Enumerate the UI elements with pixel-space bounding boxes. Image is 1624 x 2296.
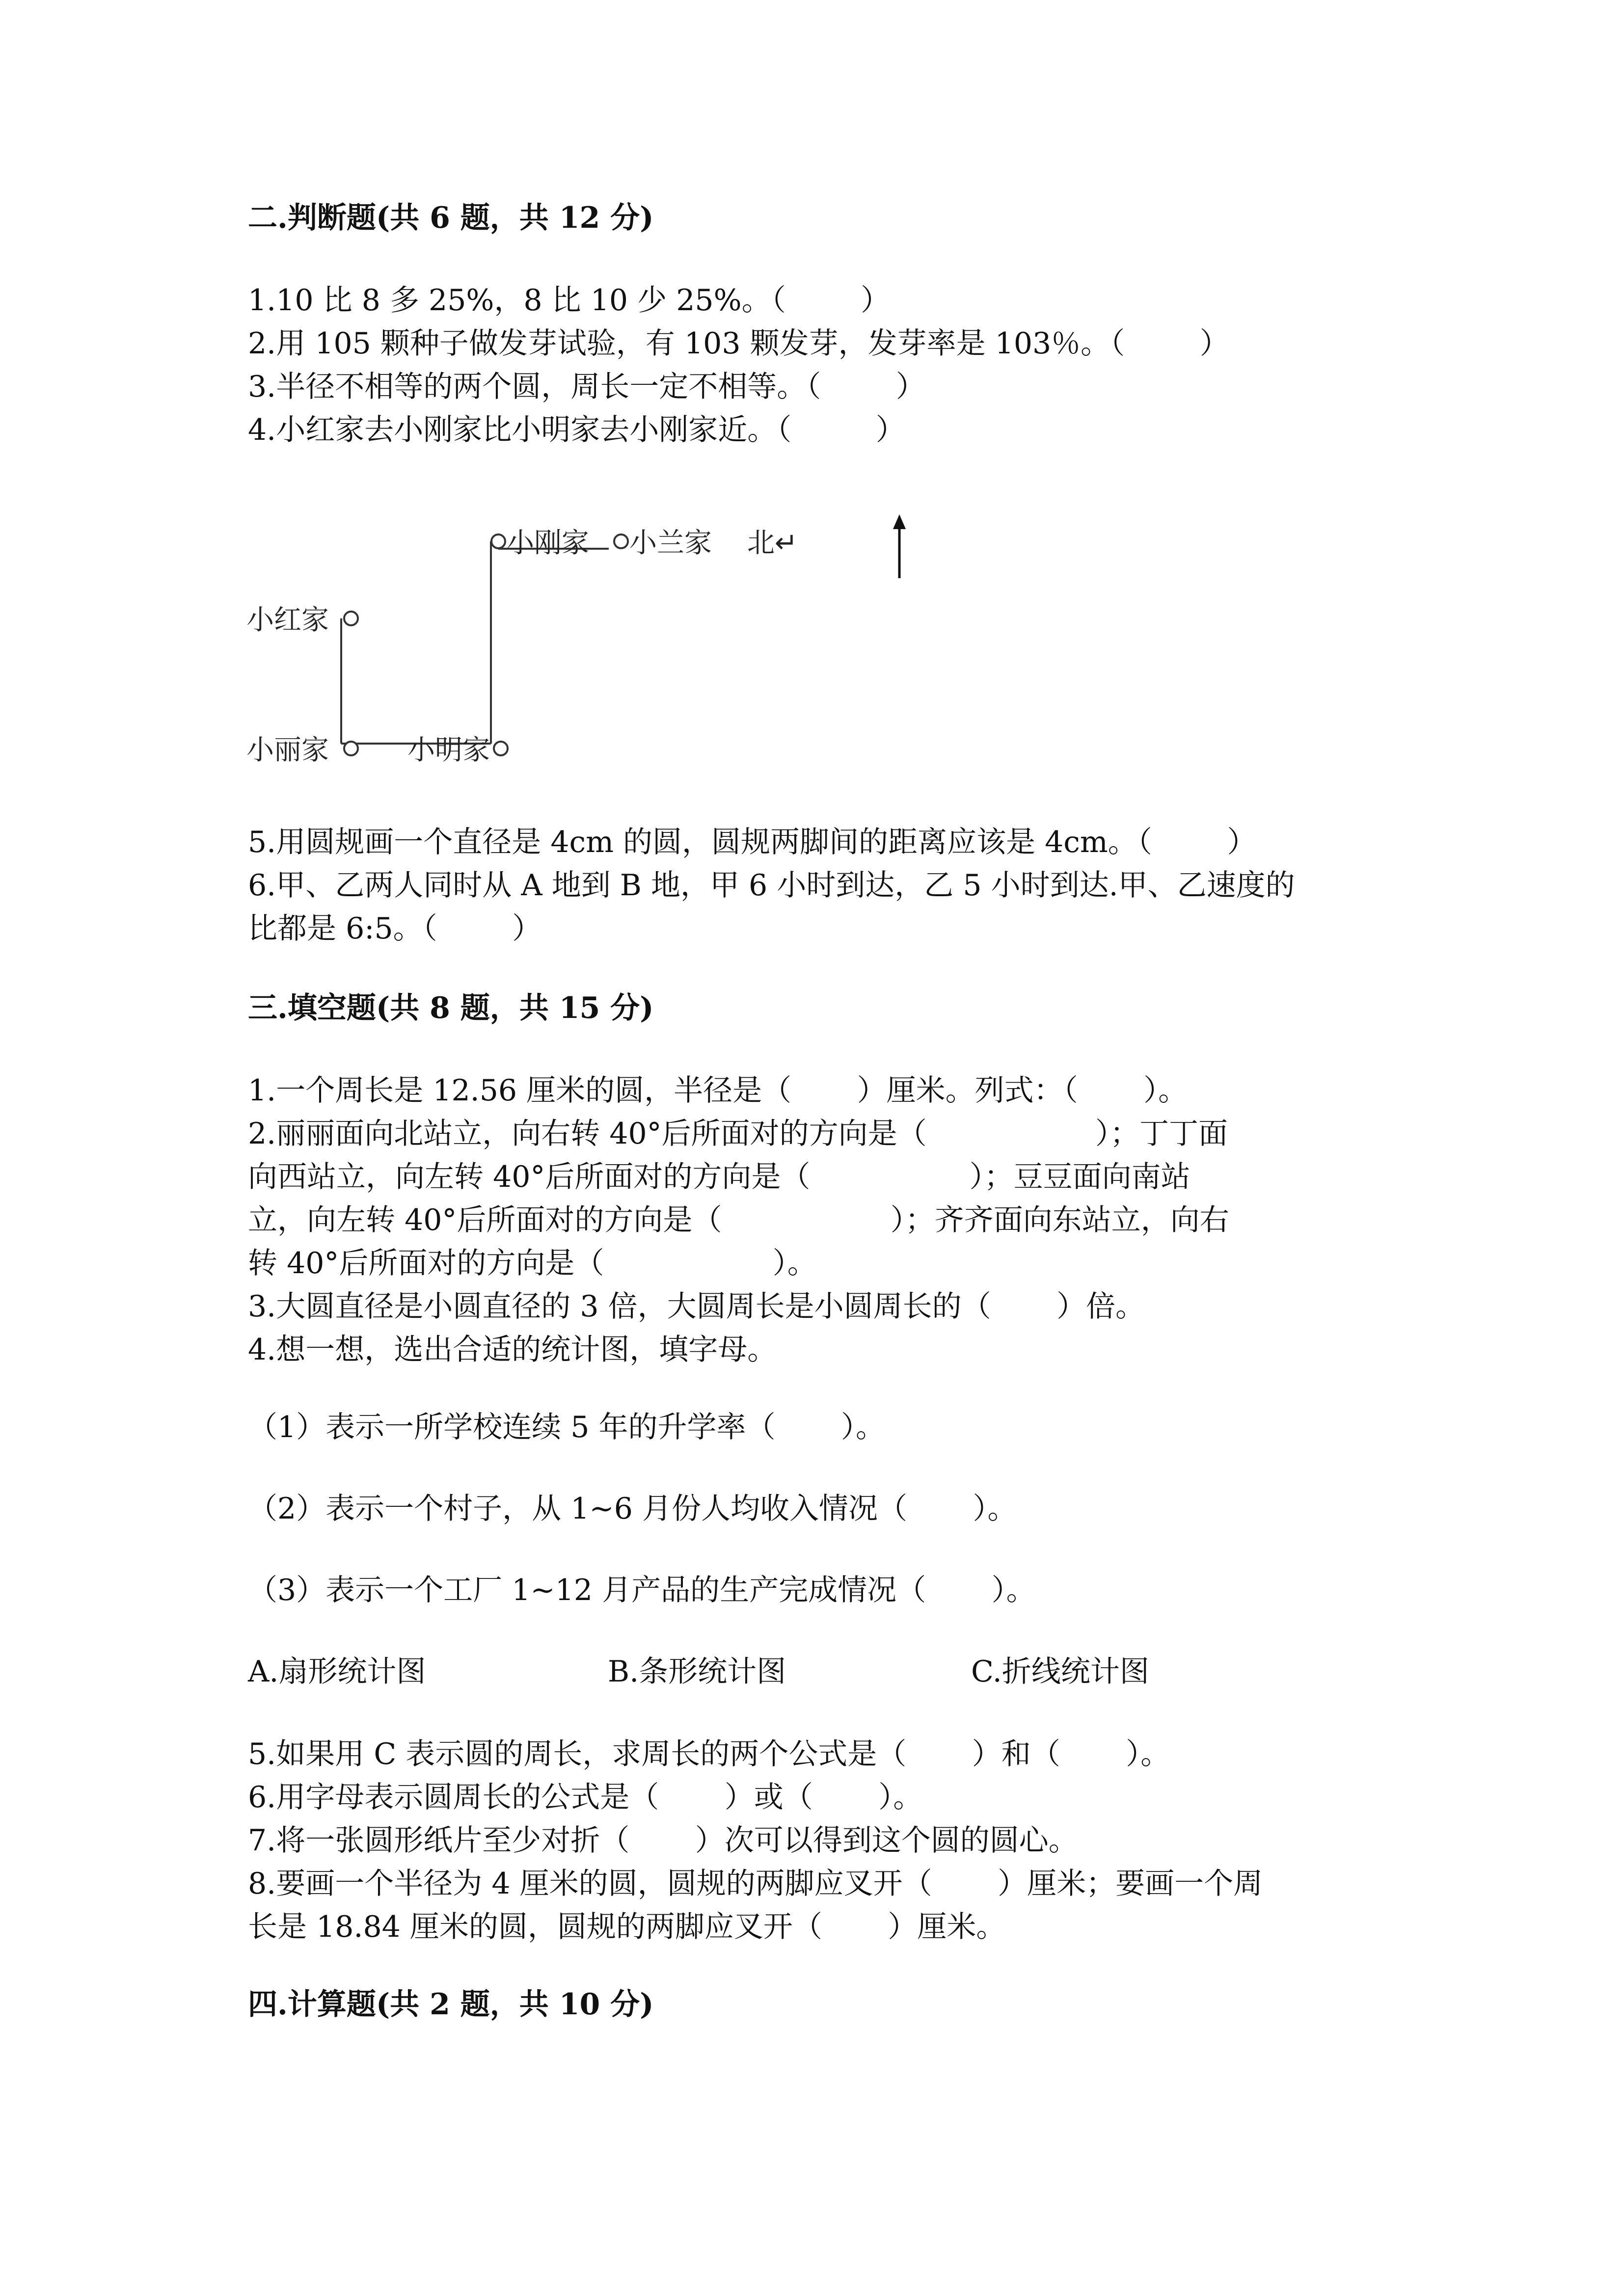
fill-question-2-line-4: 转 40°后所面对的方向是（ ）。 bbox=[248, 1246, 817, 1281]
xiaoli-house-marker bbox=[344, 742, 358, 755]
judgment-question-5: 5.用圆规画一个直径是 4cm 的圆，圆规两脚间的距离应该是 4cm。（ ） bbox=[248, 825, 1257, 859]
label-xiaoli: 小丽家 bbox=[246, 734, 329, 766]
section-heading-fill-in: 三.填空题(共 8 题，共 15 分) bbox=[248, 991, 654, 1025]
fill-question-2-line-1: 2.丽丽面向北站立，向右转 40°后所面对的方向是（ ）；丁丁面 bbox=[248, 1117, 1228, 1151]
fill-question-4-sub-1: （1）表示一所学校连续 5 年的升学率（ ）。 bbox=[248, 1410, 885, 1444]
chart-option-a: A.扇形统计图 bbox=[248, 1655, 426, 1689]
house-location-diagram bbox=[231, 501, 943, 775]
xiaolan-house-marker bbox=[614, 534, 628, 548]
xiaoming-house-marker bbox=[494, 742, 508, 755]
chart-option-c: C.折线统计图 bbox=[971, 1655, 1149, 1689]
fill-question-5: 5.如果用 C 表示圆的周长，求周长的两个公式是（ ）和（ ）。 bbox=[248, 1737, 1170, 1771]
judgment-question-6-line-1: 6.甲、乙两人同时从 A 地到 B 地，甲 6 小时到达，乙 5 小时到达.甲、乙速度的 bbox=[248, 868, 1295, 903]
label-xiaolan: 小兰家 bbox=[629, 527, 712, 559]
fill-question-4-sub-2: （2）表示一个村子，从 1~6 月份人均收入情况（ ）。 bbox=[248, 1492, 1017, 1526]
label-north: 北↵ bbox=[747, 527, 798, 559]
fill-question-2-line-3: 立，向左转 40°后所面对的方向是（ ）；齐齐面向东站立，向右 bbox=[248, 1203, 1229, 1237]
fill-question-2-line-2: 向西站立，向左转 40°后所面对的方向是（ ）；豆豆面向南站 bbox=[248, 1160, 1191, 1194]
judgment-question-4: 4.小红家去小刚家比小明家去小刚家近。（ ） bbox=[248, 413, 905, 447]
xiaohong-house-marker bbox=[344, 612, 358, 625]
fill-question-7: 7.将一张圆形纸片至少对折（ ）次可以得到这个圆的圆心。 bbox=[248, 1823, 1078, 1858]
fill-question-3: 3.大圆直径是小圆直径的 3 倍，大圆周长是小圆周长的（ ）倍。 bbox=[248, 1289, 1145, 1324]
label-xiaohong: 小红家 bbox=[246, 604, 329, 636]
xiaogang-house-marker bbox=[491, 534, 505, 548]
judgment-question-6-line-2: 比都是 6:5。（ ） bbox=[248, 911, 542, 946]
section-heading-calculation: 四.计算题(共 2 题，共 10 分) bbox=[248, 1987, 654, 2022]
fill-question-6: 6.用字母表示圆周长的公式是（ ）或（ ）。 bbox=[248, 1780, 923, 1815]
chart-option-b: B.条形统计图 bbox=[608, 1655, 786, 1689]
label-xiaogang: 小刚家 bbox=[507, 527, 589, 559]
section-heading-judgment: 二.判断题(共 6 题，共 12 分) bbox=[248, 201, 654, 235]
fill-question-4: 4.想一想，选出合适的统计图，填字母。 bbox=[248, 1333, 777, 1367]
north-arrow-icon bbox=[893, 514, 906, 578]
fill-question-4-sub-3: （3）表示一个工厂 1~12 月产品的生产完成情况（ ）。 bbox=[248, 1573, 1036, 1607]
judgment-question-2: 2.用 105 颗种子做发芽试验，有 103 颗发芽，发芽率是 103％。（ ） bbox=[248, 326, 1229, 361]
fill-question-1: 1.一个周长是 12.56 厘米的圆，半径是（ ）厘米。列式：（ ）。 bbox=[248, 1073, 1188, 1108]
label-xiaoming: 小明家 bbox=[407, 734, 490, 766]
fill-question-8-line-2: 长是 18.84 厘米的圆，圆规的两脚应叉开（ ）厘米。 bbox=[248, 1910, 1006, 1944]
judgment-question-3: 3.半径不相等的两个圆，周长一定不相等。（ ） bbox=[248, 370, 925, 404]
judgment-question-1: 1.10 比 8 多 25%，8 比 10 少 25%。（ ） bbox=[248, 283, 891, 318]
fill-question-8-line-1: 8.要画一个半径为 4 厘米的圆，圆规的两脚应叉开（ ）厘米；要画一个周 bbox=[248, 1867, 1263, 1901]
